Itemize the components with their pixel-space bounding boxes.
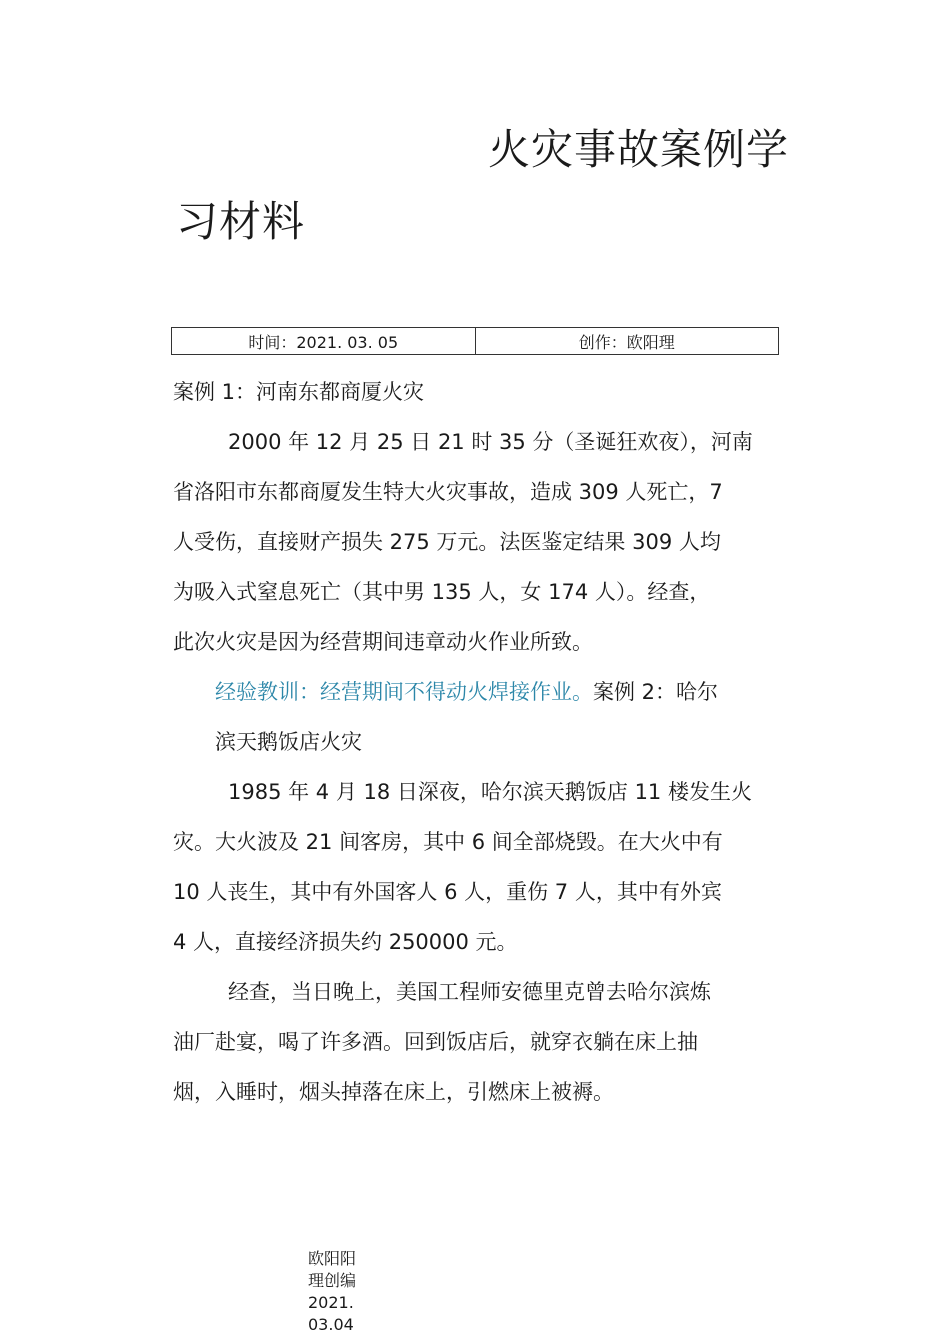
case2-line: 灾。大火波及 21 间客房，其中 6 间全部烧毁。在大火中有 — [173, 830, 723, 854]
lesson-text: 经验教训：经营期间不得动火焊接作业。 — [215, 680, 593, 704]
case2-line: 10 人丧生，其中有外国客人 6 人，重伤 7 人，其中有外宾 — [173, 880, 722, 904]
case1-line: 人受伤，直接财产损失 275 万元。法医鉴定结果 309 人均 — [173, 530, 721, 554]
case2-line: 烟，入睡时，烟头掉落在床上，引燃床上被褥。 — [173, 1080, 614, 1104]
case1-line: 2000 年 12 月 25 日 21 时 35 分（圣诞狂欢夜），河南 — [228, 430, 753, 454]
case2-line: 油厂赴宴，喝了许多酒。回到饭店后，就穿衣躺在床上抽 — [173, 1030, 698, 1054]
case1-line: 省洛阳市东都商厦发生特大火灾事故，造成 309 人死亡，7 — [173, 480, 723, 504]
meta-author: 创作：欧阳理 — [475, 328, 779, 354]
case1-line: 为吸入式窒息死亡（其中男 135 人，女 174 人）。经查， — [173, 580, 711, 604]
footer-note: 欧阳阳理创编2021.03.04 — [308, 1249, 357, 1334]
case2-heading-start: 案例 2：哈尔 — [593, 680, 719, 704]
meta-time: 时间：2021. 03. 05 — [248, 332, 399, 352]
case2-line: 1985 年 4 月 18 日深夜，哈尔滨天鹅饭店 11 楼发生火 — [228, 780, 752, 804]
case2-line: 4 人，直接经济损失约 250000 元。 — [173, 930, 518, 954]
case2-heading-end: 滨天鹅饭店火灾 — [215, 730, 362, 754]
case1-heading: 案例 1：河南东都商厦火灾 — [173, 380, 425, 404]
document-title-line-1: 火灾事故案例学 — [488, 125, 790, 174]
document-title-line-2: 习材料 — [176, 197, 306, 246]
case2-line: 经查，当日晚上，美国工程师安德里克曾去哈尔滨炼 — [228, 980, 711, 1004]
case1-line: 此次火灾是因为经营期间违章动火作业所致。 — [173, 630, 593, 654]
lesson-line — [215, 677, 718, 707]
meta-table — [171, 327, 779, 355]
